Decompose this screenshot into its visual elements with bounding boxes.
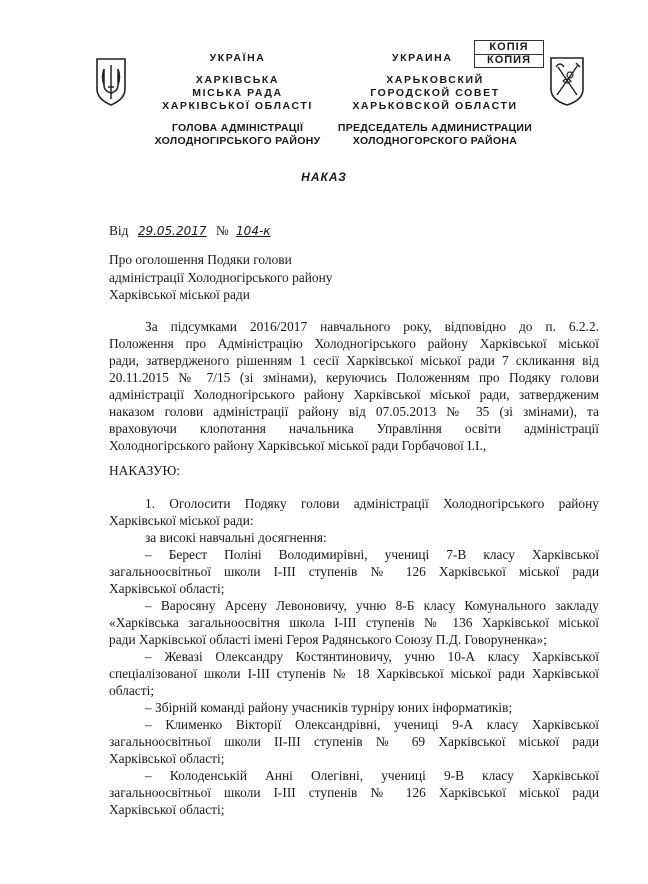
kharkiv-coat-of-arms-icon — [548, 55, 586, 107]
awardee-item — [109, 597, 599, 648]
awardee-line: – Берест Поліні Володимирівні, учениці 7-В класу Харківської — [145, 547, 599, 562]
awardee-line: Харківської області; — [109, 751, 225, 766]
preamble-line: Положення про Адміністрацію Холодногірського району Харківської міської — [109, 336, 599, 351]
awardee-item — [109, 546, 599, 597]
date-prefix: Від — [109, 223, 129, 238]
header-left-council-3: ХАРКІВСЬКОЇ ОБЛАСТІ — [162, 100, 313, 112]
awardee-line: – Колоденській Анні Олегівні, учениці 9-В класу Харківської — [145, 768, 599, 783]
preamble-line: За підсумками 2016/2017 навчального року, відповідно до п. 6.2.2. — [145, 319, 599, 334]
date-number-line — [109, 223, 275, 239]
header-right-council-3: ХАРЬКОВСКОЙ ОБЛАСТИ — [352, 100, 518, 112]
awardee-list — [109, 546, 599, 818]
header-right-country: УКРАИНА — [392, 52, 453, 64]
stamp-line-2: КОПИЯ — [475, 54, 543, 67]
preamble-line: адміністрації Холодногірського району Харківської міської ради, затвердженим — [109, 387, 599, 402]
item-1-line: Харківської міської ради: — [109, 513, 254, 528]
subject-line: Про оголошення Подяки голови — [109, 252, 292, 267]
awardee-item — [109, 716, 599, 767]
awardee-line: – Варосяну Арсену Левоновичу, учню 8-Б класу Комунального закладу — [145, 598, 599, 613]
header-left-council-1: ХАРКІВСЬКА — [195, 74, 280, 86]
order-date: 29.05.2017 — [137, 224, 207, 238]
header-right-council-2: ГОРОДСКОЙ СОВЕТ — [370, 87, 500, 99]
awardee-item — [109, 699, 599, 716]
order-subject — [109, 251, 409, 304]
awardee-line: загальноосвітньої школи І-ІІІ ступенів № 126 Харківської міської ради — [109, 785, 599, 800]
preamble-line: Холодногірського району Харківської міської ради Горбачової І.І., — [109, 438, 487, 453]
awardee-line: Харківської області; — [109, 581, 225, 596]
trident-emblem-icon — [94, 57, 128, 107]
awardee-line: області; — [109, 683, 155, 698]
preamble-line: 20.11.2015 № 7/15 (зі змінами), керуючись Положенням про Подяку голови — [109, 370, 599, 385]
awardee-line: загальноосвітньої школи І-ІІІ ступенів № 126 Харківської міської ради — [109, 564, 599, 579]
awardee-line: – Збірній команді району учасників турніру юних інформатиків; — [145, 700, 513, 715]
header-right-head-1: ПРЕДСЕДАТЕЛЬ АДМИНИСТРАЦИИ — [337, 122, 533, 134]
awardee-line: загальноосвітньої школи ІІ-ІІІ ступенів № 69 Харківської міської ради — [109, 734, 599, 749]
header-left-head-2: ХОЛОДНОГІРСЬКОГО РАЙОНУ — [154, 135, 321, 147]
document-title: НАКАЗ — [301, 170, 347, 184]
awardee-item — [109, 648, 599, 699]
award-category: за високі навчальні досягнення: — [145, 530, 327, 545]
header-left-head-1: ГОЛОВА АДМІНІСТРАЦІЇ — [171, 122, 304, 134]
awardee-line: Харківської області; — [109, 802, 225, 817]
awardee-line: – Жевазі Олександру Костянтиновичу, учню 10-А класу Харківської — [145, 649, 599, 664]
awardee-line: – Клименко Вікторії Олександрівні, учениці 9-А класу Харківської — [145, 717, 599, 732]
copy-stamp — [474, 40, 544, 68]
awardee-line: «Харківська загальноосвітня школа І-ІІІ ступенів № 136 Харківської міської — [109, 615, 599, 630]
preamble-line: наказом голови адміністрації району від 07.05.2013 № 35 (зі змінами), та — [109, 404, 599, 419]
preamble-line: ради, затвердженого рішенням 1 сесії Харківської міської ради 7 скликання від — [109, 353, 599, 368]
subject-line: адміністрації Холодногірського району — [109, 269, 333, 285]
item-1-paragraph — [109, 495, 599, 546]
header-right-council-1: ХАРЬКОВСКИЙ — [386, 74, 484, 86]
awardee-line: ради Харківської області імені Героя Радянського Союзу П.Д. Говоруненка»; — [109, 632, 547, 647]
stamp-line-1: КОПІЯ — [489, 41, 529, 53]
number-label: № — [215, 223, 229, 238]
header-right-head-2: ХОЛОДНОГОРСКОГО РАЙОНА — [352, 135, 518, 147]
header-left-council-2: МІСЬКА РАДА — [192, 87, 283, 99]
header-left-country: УКРАЇНА — [209, 52, 266, 64]
preamble-line: враховуючи клопотання начальника Управління освіти адміністрації — [109, 421, 599, 436]
preamble-paragraph — [109, 318, 599, 454]
awardee-item — [109, 767, 599, 818]
order-word: НАКАЗУЮ: — [109, 463, 180, 478]
item-1-line: 1. Оголосити Подяку голови адміністрації Холодногірського району — [145, 496, 599, 511]
subject-line: Харківської міської ради — [109, 287, 250, 302]
awardee-line: спеціалізованої школи І-ІІІ ступенів № 18 Харківської міської ради Харківської — [109, 666, 599, 681]
order-number: 104-к — [236, 224, 271, 238]
